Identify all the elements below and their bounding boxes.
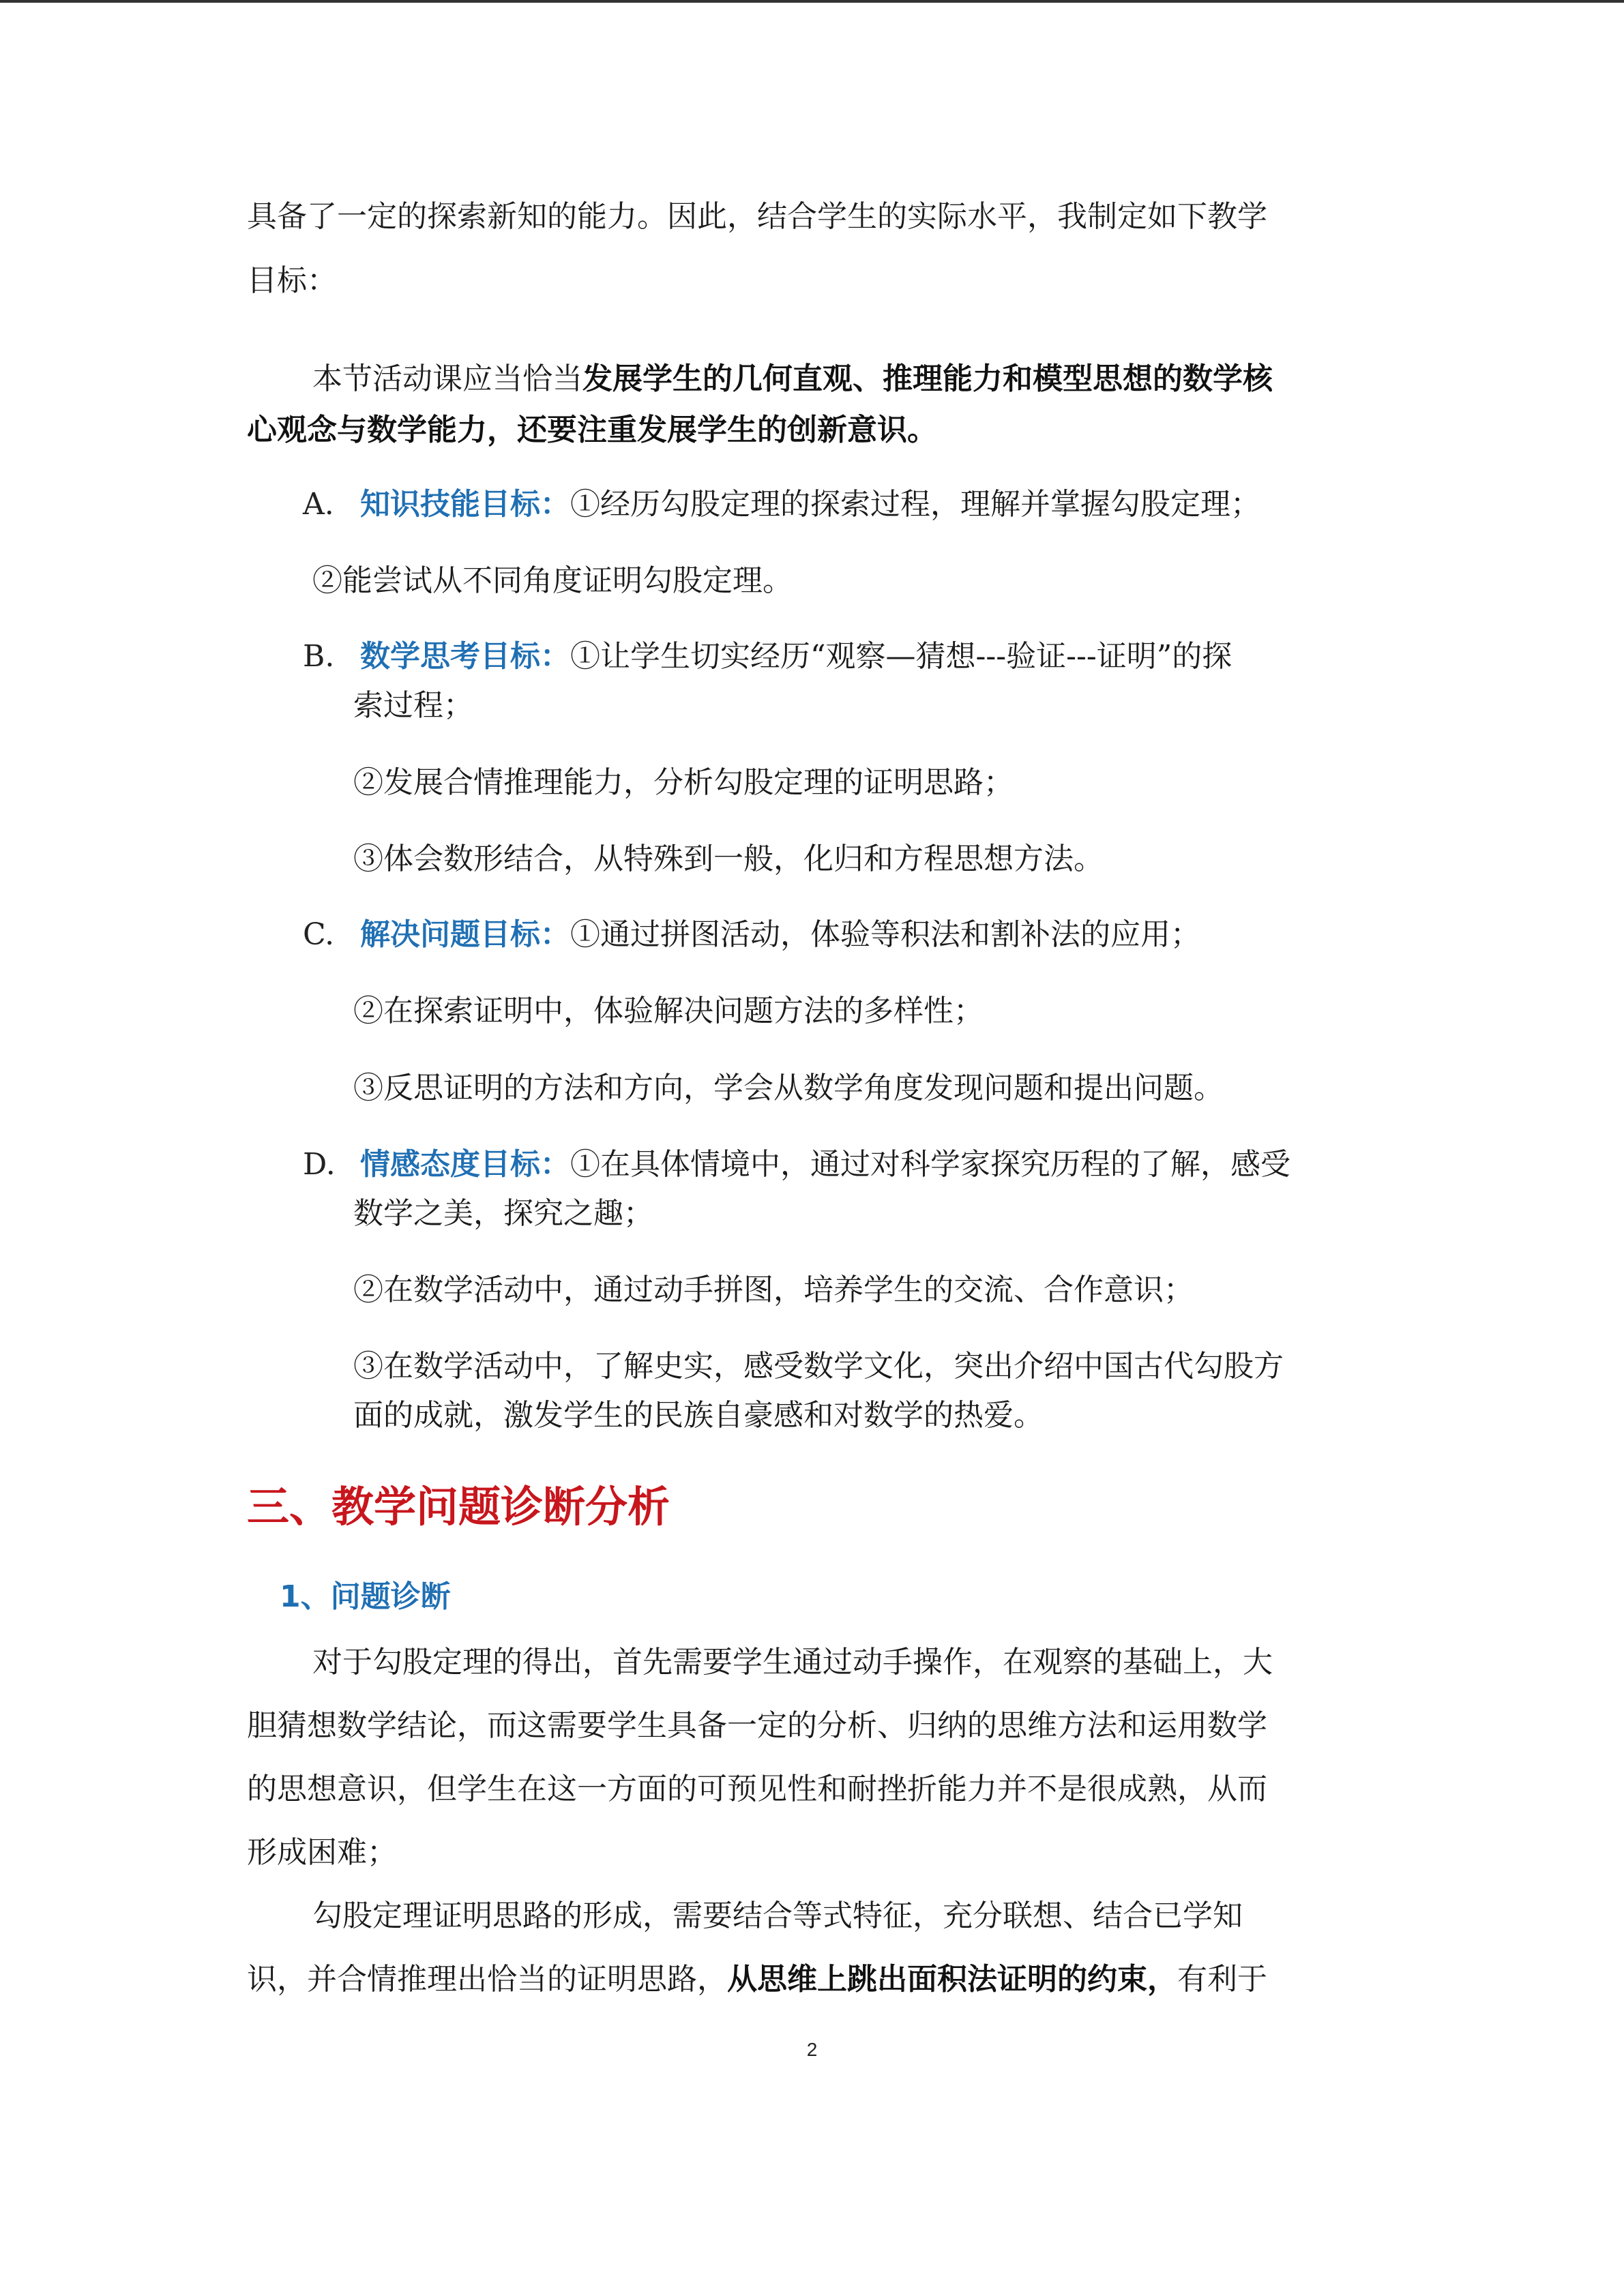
goal-c-line [303,916,1200,954]
goal-b-item-1-line-2: 索过程； [353,688,473,723]
goal-c-item-1: ①通过拼图活动，体验等积法和割补法的应用； [570,917,1200,952]
goal-c-item-3: ③反思证明的方法和方向，学会从数学角度发现问题和提出问题。 [353,1071,1224,1105]
para-2-line-1: 勾股定理证明思路的形成，需要结合等式特征，充分联想、结合已学知 [312,1898,1243,1933]
goal-b-item-3: ③体会数形结合，从特殊到一般，化归和方程思想方法。 [353,841,1104,876]
intro-line-1: 具备了一定的探索新知的能力。因此，结合学生的实际水平，我制定如下教学 [247,199,1267,234]
para-1-line-4: 形成困难； [247,1835,397,1870]
core-paragraph-line-1 [312,360,1273,398]
subsection-heading: 1、问题诊断 [280,1579,451,1614]
para-1-line-1: 对于勾股定理的得出，首先需要学生通过动手操作，在观察的基础上，大 [312,1645,1273,1680]
goal-b-item-2: ②发展合情推理能力，分析勾股定理的证明思路； [353,765,1014,800]
goal-a-item-2: ②能尝试从不同角度证明勾股定理。 [312,563,793,598]
goal-b-item-1-line-1: ①让学生切实经历“观察—猜想---验证---证明”的探 [570,639,1232,674]
goal-d-item-3-line-1: ③在数学活动中，了解史实，感受数学文化，突出介绍中国古代勾股方 [353,1349,1284,1384]
para-2-suffix: 有利于 [1177,1962,1267,1997]
goal-d-item-2: ②在数学活动中，通过动手拼图，培养学生的交流、合作意识； [353,1272,1194,1307]
para-2-line-2 [247,1960,1267,1999]
core-paragraph-prefix: 本节活动课应当恰当 [312,361,582,396]
para-2-prefix: 识，并合情推理出恰当的证明思路， [247,1962,727,1997]
core-paragraph-bold-1: 发展学生的几何直观、推理能力和模型思想的数学核 [582,361,1273,396]
goal-b-line [303,638,1232,676]
goal-a-line [303,486,1260,524]
goal-b-marker: B. [303,639,335,674]
goal-a-label: 知识技能目标： [360,487,570,522]
para-2-bold-phrase: 从思维上跳出面积法证明的约束， [727,1962,1177,1997]
page-top-border [0,0,1624,3]
goal-c-item-2: ②在探索证明中，体验解决问题方法的多样性； [353,994,984,1028]
goal-d-label: 情感态度目标： [360,1147,570,1182]
goal-b-label: 数学思考目标： [360,639,570,674]
core-paragraph-line-2: 心观念与数学能力，还要注重发展学生的创新意识。 [247,413,937,447]
page-number: 2 [806,2039,818,2060]
goal-d-marker: D. [303,1147,336,1182]
goal-a-marker: A. [303,487,334,522]
para-1-line-3: 的思想意识，但学生在这一方面的可预见性和耐挫折能力并不是很成熟，从而 [247,1772,1267,1806]
goal-c-label: 解决问题目标： [360,917,570,952]
goal-d-item-3-line-2: 面的成就，激发学生的民族自豪感和对数学的热爱。 [353,1398,1044,1433]
goal-d-item-1-line-2: 数学之美，探究之趣； [353,1196,653,1231]
goal-d-item-1-line-1: ①在具体情境中，通过对科学家探究历程的了解，感受 [570,1147,1290,1182]
goal-d-line [303,1146,1290,1184]
goal-c-marker: C. [303,917,335,952]
para-1-line-2: 胆猜想数学结论，而这需要学生具备一定的分析、归纳的思维方法和运用数学 [247,1708,1267,1743]
goal-a-item-1: ①经历勾股定理的探索过程，理解并掌握勾股定理； [570,487,1260,522]
intro-line-2: 目标： [247,263,337,298]
section-heading: 三、教学问题诊断分析 [247,1482,670,1532]
